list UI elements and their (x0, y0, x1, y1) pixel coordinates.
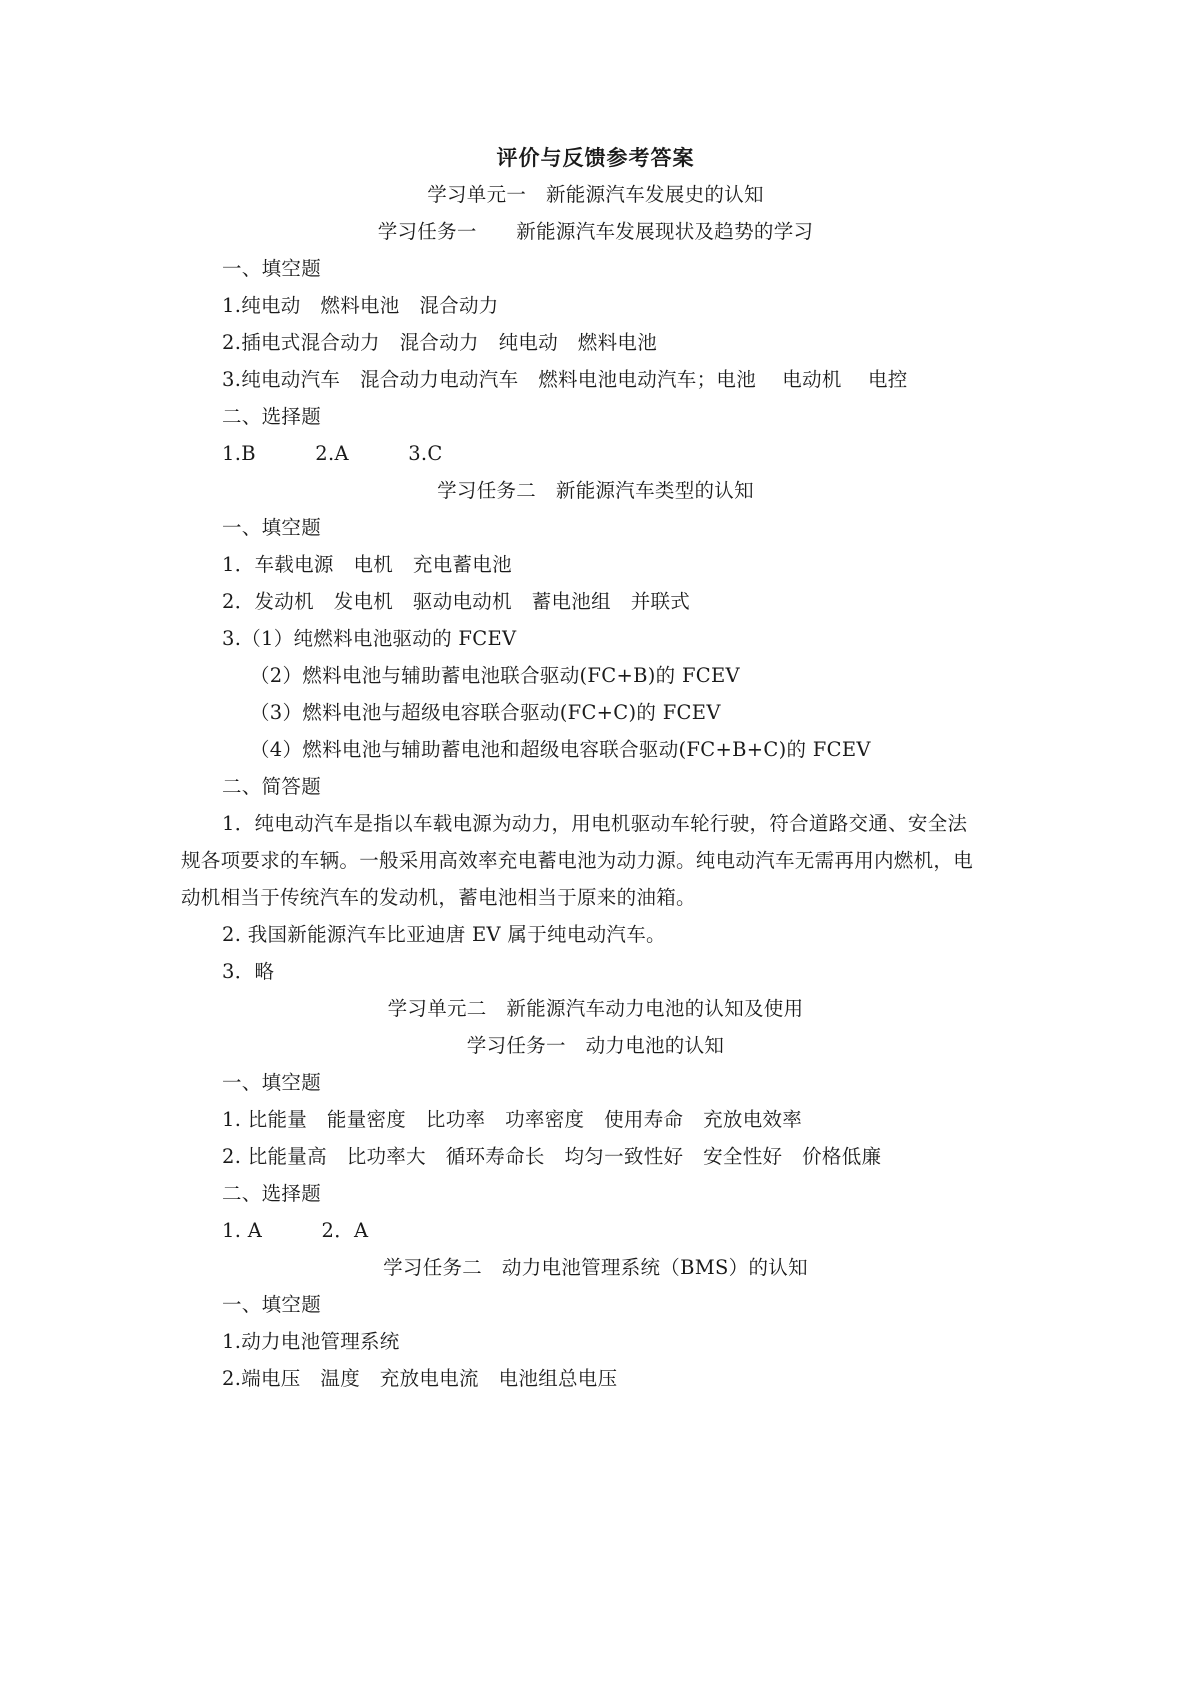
section-heading: 一、填空题 (222, 1071, 322, 1094)
answer-line: 3.（1）纯燃料电池驱动的 FCEV (222, 627, 517, 650)
answer-line: 2. 比能量高 比功率大 循环寿命长 均匀一致性好 安全性好 价格低廉 (222, 1145, 882, 1168)
answer-line: 3.纯电动汽车 混合动力电动汽车 燃料电池电动汽车；电池 电动机 电控 (222, 368, 908, 391)
paragraph-line: 动机相当于传统汽车的发动机，蓄电池相当于原来的油箱。 (181, 886, 696, 909)
page-title: 评价与反馈参考答案 (496, 145, 695, 170)
answer-line: 1.B 2.A 3.C (222, 442, 443, 465)
unit2-task1-heading: 学习任务一 动力电池的认知 (466, 1034, 725, 1057)
answer-line: 2.端电压 温度 充放电电流 电池组总电压 (222, 1367, 618, 1390)
answer-line: 2.插电式混合动力 混合动力 纯电动 燃料电池 (222, 331, 658, 354)
section-heading: 二、简答题 (222, 775, 322, 798)
answer-line: 2．发动机 发电机 驱动电动机 蓄电池组 并联式 (222, 590, 691, 613)
unit2-task2-heading: 学习任务二 动力电池管理系统（BMS）的认知 (383, 1256, 808, 1279)
unit2-heading: 学习单元二 新能源汽车动力电池的认知及使用 (387, 997, 804, 1020)
answer-line: 1.纯电动 燃料电池 混合动力 (222, 294, 499, 317)
answer-subline: （2）燃料电池与辅助蓄电池联合驱动(FC+B)的 FCEV (250, 664, 740, 687)
answer-line: 1. A 2．A (222, 1219, 369, 1242)
section-heading: 二、选择题 (222, 1182, 322, 1205)
answer-line: 1. 比能量 能量密度 比功率 功率密度 使用寿命 充放电效率 (222, 1108, 803, 1131)
answer-line: 1．车载电源 电机 充电蓄电池 (222, 553, 512, 576)
section-heading: 一、填空题 (222, 257, 322, 280)
section-heading: 一、填空题 (222, 1293, 322, 1316)
answer-subline: （3）燃料电池与超级电容联合驱动(FC+C)的 FCEV (250, 701, 721, 724)
answer-line: 1.动力电池管理系统 (222, 1330, 400, 1353)
paragraph-line: 规各项要求的车辆。一般采用高效率充电蓄电池为动力源。纯电动汽车无需再用内燃机，电 (181, 849, 974, 872)
section-heading: 一、填空题 (222, 516, 322, 539)
unit1-task2-heading: 学习任务二 新能源汽车类型的认知 (437, 479, 754, 502)
answer-subline: （4）燃料电池与辅助蓄电池和超级电容联合驱动(FC+B+C)的 FCEV (250, 738, 871, 761)
section-heading: 二、选择题 (222, 405, 322, 428)
answer-line: 3．略 (222, 960, 275, 983)
answer-line: 2. 我国新能源汽车比亚迪唐 EV 属于纯电动汽车。 (222, 923, 666, 946)
unit1-heading: 学习单元一 新能源汽车发展史的认知 (427, 183, 764, 206)
unit1-task1-heading: 学习任务一 新能源汽车发展现状及趋势的学习 (377, 220, 814, 243)
paragraph-line: 1．纯电动汽车是指以车载电源为动力，用电机驱动车轮行驶，符合道路交通、安全法 (222, 812, 968, 835)
